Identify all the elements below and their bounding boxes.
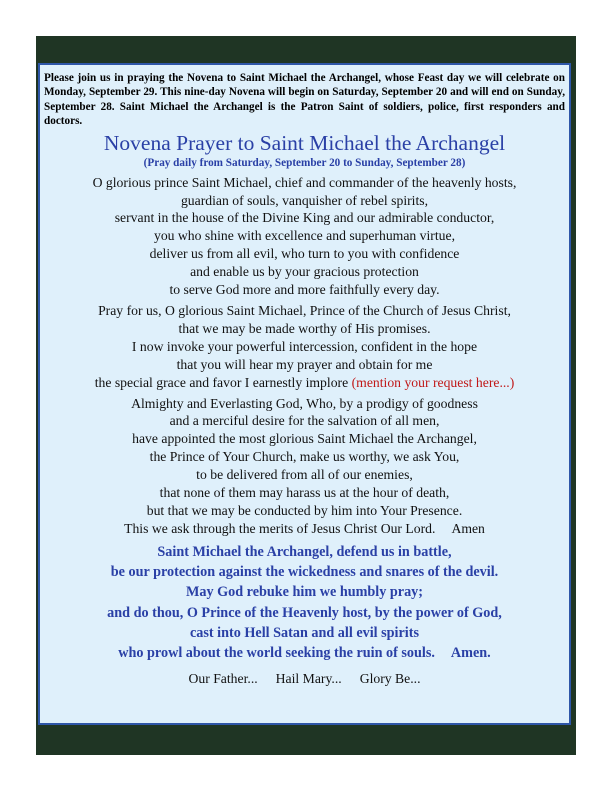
stanza-1 bbox=[44, 174, 565, 299]
stanza-line: and a merciful desire for the salvation of all men, bbox=[169, 413, 440, 429]
stanza-2 bbox=[44, 302, 565, 392]
amen-text: Amen. bbox=[450, 645, 491, 662]
stanza-line: to be delivered from all of our enemies, bbox=[196, 467, 413, 483]
stanza-line: that you will hear my prayer and obtain for me bbox=[176, 356, 433, 372]
stanza-line: servant in the house of the Divine King and our admirable conductor, bbox=[114, 210, 495, 226]
stanza-line: I now invoke your powerful intercession, confident in the hope bbox=[131, 338, 478, 354]
prayer-line-amen bbox=[44, 643, 565, 663]
saint-michael-prayer bbox=[44, 542, 565, 664]
prayer-line: and do thou, O Prince of the Heavenly host, by the power of God, bbox=[107, 604, 502, 621]
stanza-line: guardian of souls, vanquisher of rebel spirits, bbox=[180, 192, 429, 208]
stanza-line: have appointed the most glorious Saint Michael the Archangel, bbox=[132, 431, 477, 447]
prayer-line: Saint Michael the Archangel, defend us in battle, bbox=[157, 543, 452, 560]
stanza-line-text: This we ask through the merits of Jesus Christ Our Lord. bbox=[124, 520, 436, 536]
our-father: Our Father... bbox=[188, 670, 258, 686]
prayer-panel bbox=[38, 63, 571, 725]
prayer-title: Novena Prayer to Saint Michael the Archangel bbox=[103, 130, 506, 155]
closing-prayers bbox=[44, 668, 565, 687]
prayer-line: be our protection against the wickedness and snares of the devil. bbox=[110, 564, 499, 581]
prayer-line: May God rebuke him we humbly pray; bbox=[185, 584, 423, 601]
stanza-line-request bbox=[44, 374, 565, 392]
prayer-line: cast into Hell Satan and all evil spirits bbox=[190, 624, 419, 641]
stanza-3 bbox=[44, 395, 565, 538]
stanza-line: that we may be made worthy of His promises. bbox=[178, 320, 431, 336]
stanza-line: that none of them may harass us at the hour of death, bbox=[159, 485, 450, 501]
stanza-line: deliver us from all evil, who turn to you with confidence bbox=[149, 246, 460, 262]
stanza-line: the Prince of Your Church, make us worthy, we ask You, bbox=[149, 449, 460, 465]
stanza-line: you who shine with excellence and superhuman virtue, bbox=[153, 228, 456, 244]
stanza-line: O glorious prince Saint Michael, chief and commander of the heavenly hosts, bbox=[92, 174, 517, 190]
stanza-line-text: the special grace and favor I earnestly implore bbox=[94, 374, 349, 390]
stanza-line: but that we may be conducted by him into Your Presence. bbox=[146, 502, 463, 518]
stanza-line: and enable us by your gracious protection bbox=[190, 264, 419, 280]
amen-text: Amen bbox=[451, 520, 485, 536]
hail-mary: Hail Mary... bbox=[275, 670, 342, 686]
stanza-line-amen bbox=[44, 520, 565, 538]
stanza-line: to serve God more and more faithfully every day. bbox=[169, 282, 440, 298]
glory-be: Glory Be... bbox=[359, 670, 421, 686]
intro-paragraph: Please join us in praying the Novena to Saint Michael the Archangel, whose Feast day we will celebrate on Monday, September 29. This nine-day Novena will begin on Saturday, September 20 and will end on Sunday, September 28. Saint Michael the Archangel is the Patron Saint of soldiers, police, first responders and doctors. bbox=[44, 72, 565, 128]
request-note: (mention your request here...) bbox=[351, 374, 515, 390]
page-frame bbox=[36, 36, 576, 755]
stanza-line: Almighty and Everlasting God, Who, by a prodigy of goodness bbox=[131, 395, 478, 411]
prayer-line-text: who prowl about the world seeking the ruin of souls. bbox=[118, 645, 435, 662]
prayer-subtitle: (Pray daily from Saturday, September 20 to Sunday, September 28) bbox=[143, 156, 466, 169]
stanza-line: Pray for us, O glorious Saint Michael, Prince of the Church of Jesus Christ, bbox=[98, 302, 511, 318]
